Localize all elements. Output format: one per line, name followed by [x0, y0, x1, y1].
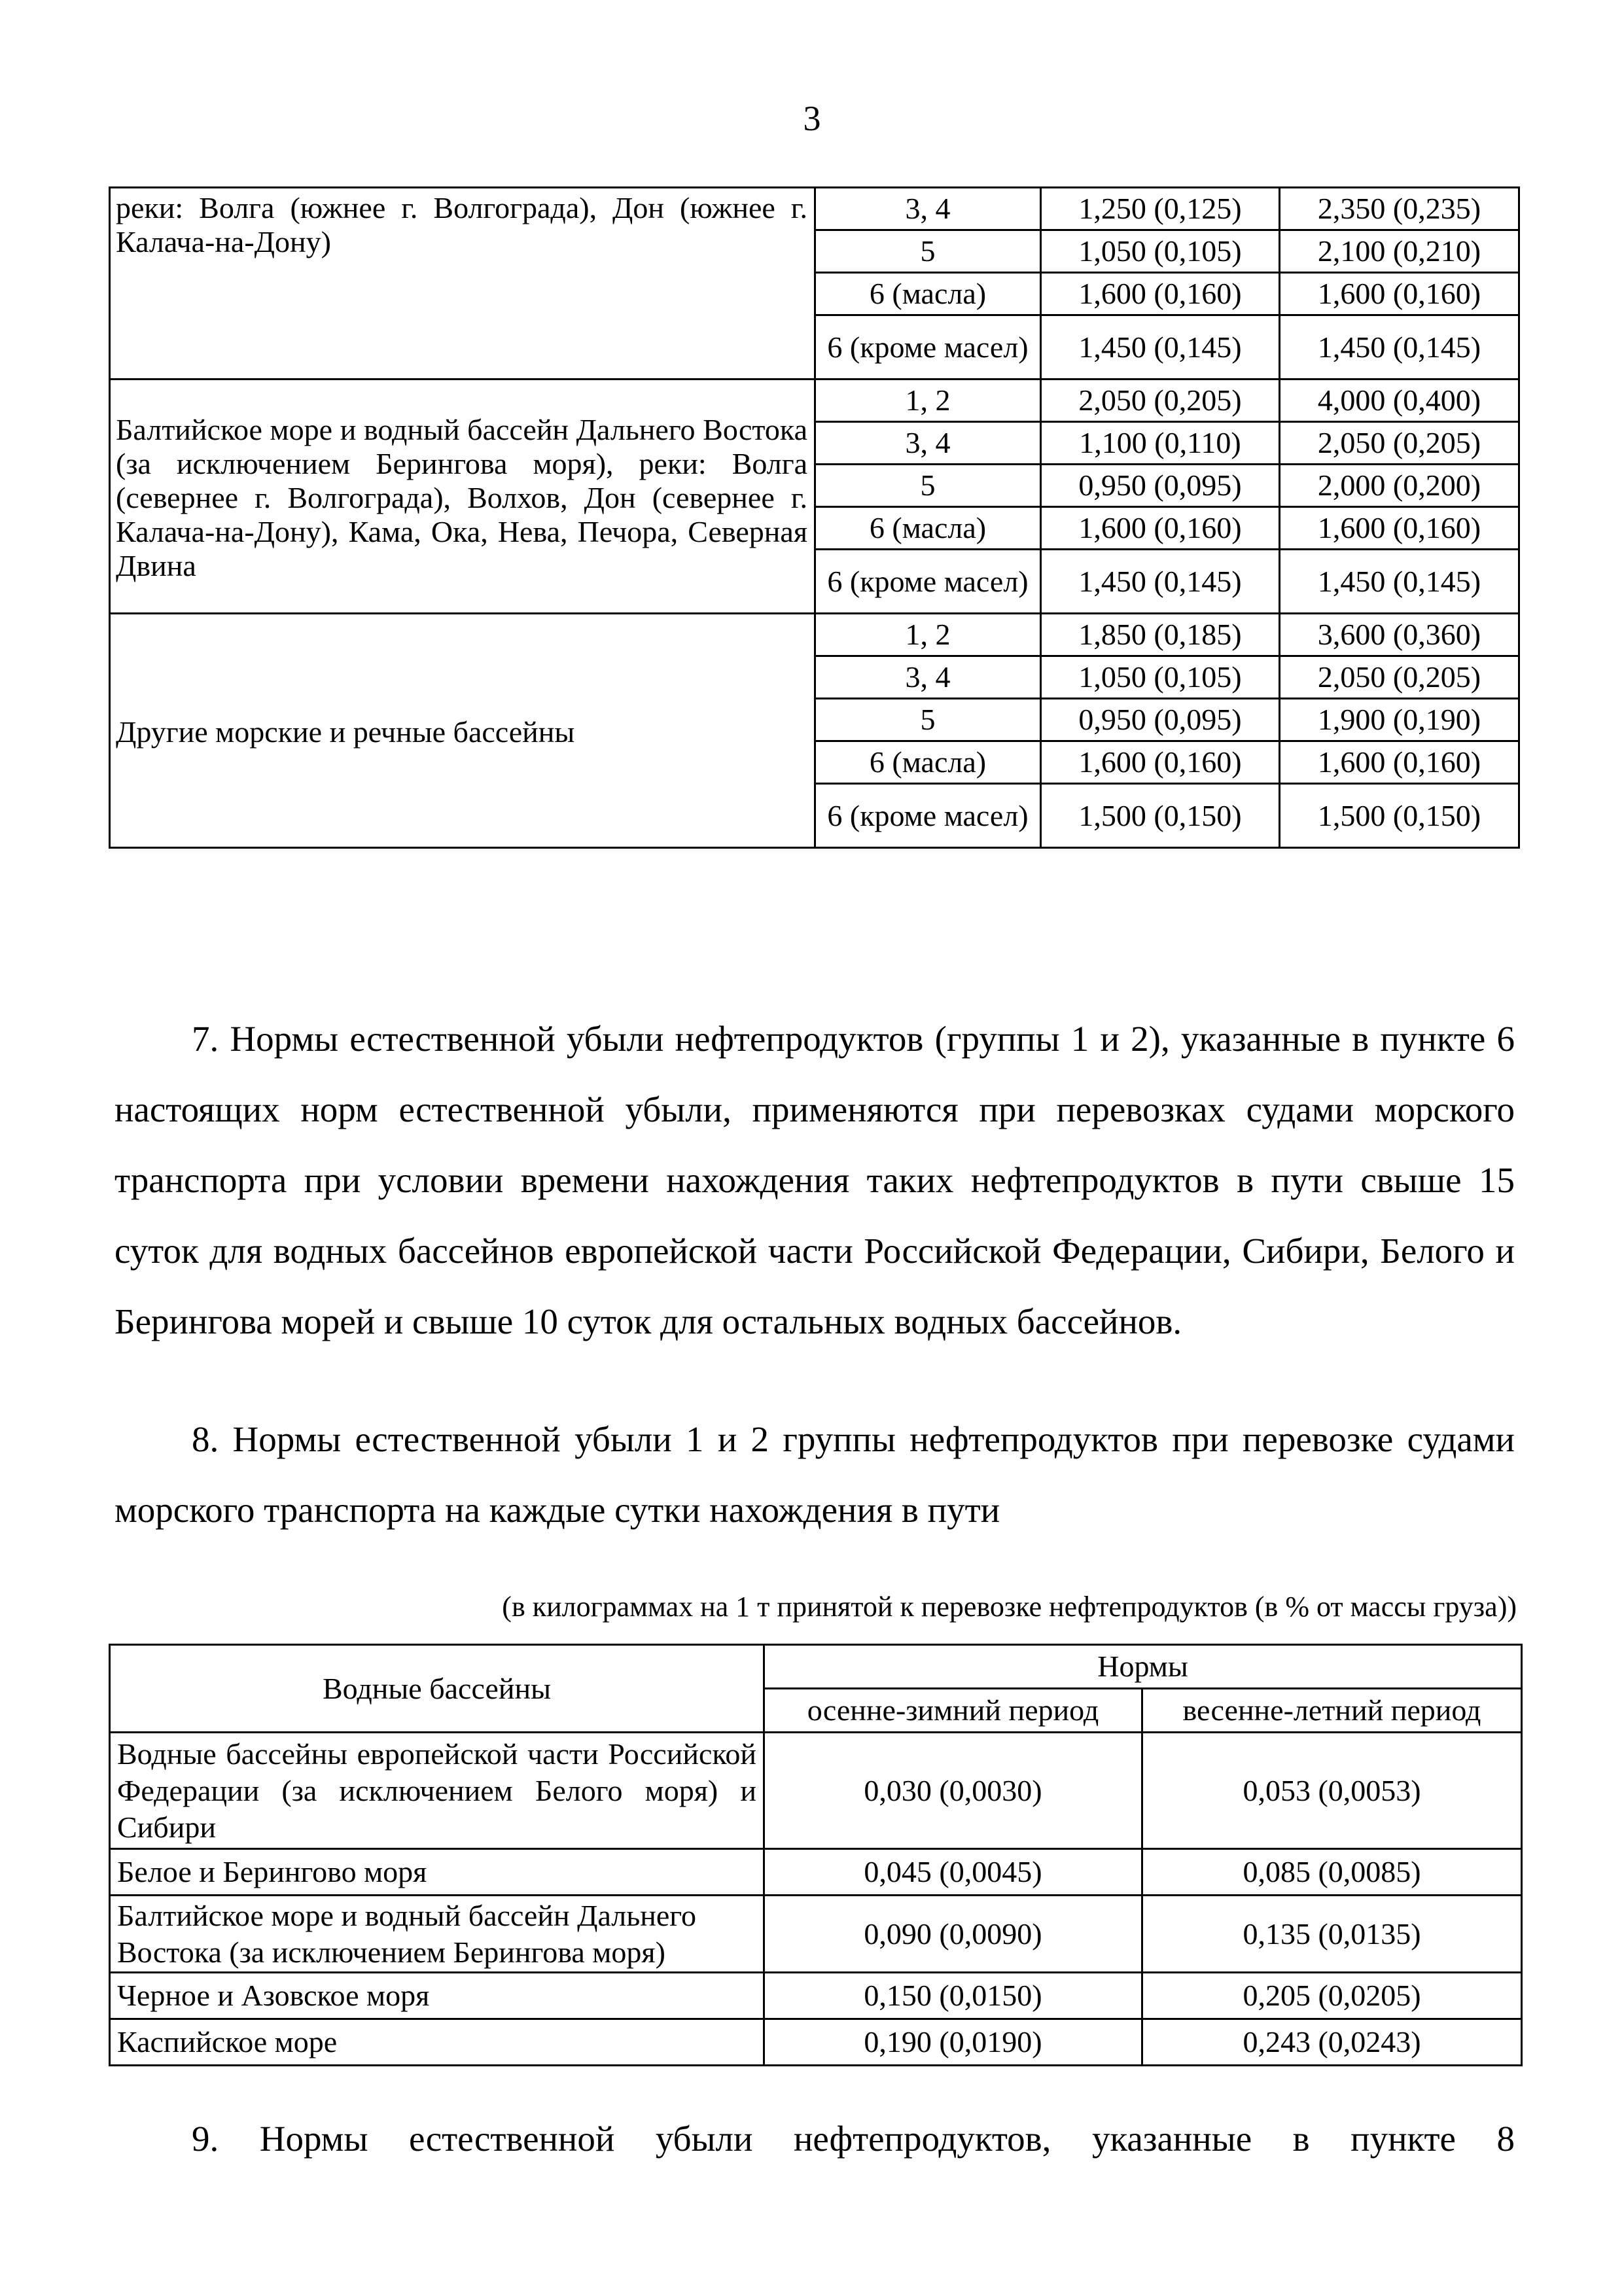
- paragraph-7: 7. Нормы естественной убыли нефтепродуктов (группы 1 и 2), указанные в пункте 6 настоящих норм естественной убыли, применяются при перевозках судами морского транспорта при условии времени нахождения таких нефтепродуктов в пути свыше 15 суток для водных бассейнов европейской части Российской Федерации, Сибири, Белого и Берингова морей и свыше 10 суток для остальных водных бассейнов.: [115, 1019, 1515, 1341]
- spring-summer-cell: 0,205 (0,0205): [1142, 1973, 1522, 2019]
- group-cell: 6 (масла): [815, 741, 1041, 784]
- autumn-winter-cell: 0,950 (0,095): [1041, 699, 1280, 741]
- group-cell: 6 (масла): [815, 273, 1041, 315]
- autumn-winter-cell: 1,600 (0,160): [1041, 741, 1280, 784]
- header-spring-summer: весенне-летний период: [1142, 1689, 1522, 1733]
- spring-summer-cell: 0,085 (0,0085): [1142, 1849, 1522, 1896]
- header-autumn-winter: осенне-зимний период: [764, 1689, 1142, 1733]
- basin-cell: Другие морские и речные бассейны: [110, 614, 815, 848]
- paragraph-8: 8. Нормы естественной убыли 1 и 2 группы нефтепродуктов при перевозке судами морского транспорта на каждые сутки нахождения в пути: [115, 1419, 1515, 1530]
- group-cell: 3, 4: [815, 422, 1041, 465]
- autumn-winter-cell: 1,600 (0,160): [1041, 273, 1280, 315]
- spring-summer-cell: 1,450 (0,145): [1280, 550, 1519, 614]
- group-cell: 5: [815, 230, 1041, 273]
- table-row: [110, 1733, 1522, 1849]
- table-row: [110, 188, 1519, 230]
- autumn-winter-cell: 0,045 (0,0045): [764, 1849, 1142, 1896]
- group-cell: 6 (кроме масел): [815, 784, 1041, 848]
- group-cell: 5: [815, 465, 1041, 507]
- basin-cell: Балтийское море и водный бассейн Дальнего Востока (за исключением Берингова моря): [110, 1896, 764, 1973]
- table-row: [110, 380, 1519, 422]
- autumn-winter-cell: 1,850 (0,185): [1041, 614, 1280, 656]
- spring-summer-cell: 0,135 (0,0135): [1142, 1896, 1522, 1973]
- autumn-winter-cell: 1,450 (0,145): [1041, 315, 1280, 380]
- autumn-winter-cell: 0,190 (0,0190): [764, 2019, 1142, 2066]
- autumn-winter-cell: 1,050 (0,105): [1041, 230, 1280, 273]
- table-header-row: [110, 1645, 1522, 1689]
- group-cell: 1, 2: [815, 380, 1041, 422]
- spring-summer-cell: 3,600 (0,360): [1280, 614, 1519, 656]
- spring-summer-cell: 1,600 (0,160): [1280, 507, 1519, 550]
- group-cell: 1, 2: [815, 614, 1041, 656]
- norms-table-continued: [109, 186, 1520, 849]
- table-row: [110, 2019, 1522, 2066]
- spring-summer-cell: 4,000 (0,400): [1280, 380, 1519, 422]
- table-row: [110, 1849, 1522, 1896]
- table-row: [110, 614, 1519, 656]
- spring-summer-cell: 2,050 (0,205): [1280, 656, 1519, 699]
- basin-cell: реки: Волга (южнее г. Волгограда), Дон (южнее г. Калача-на-Дону): [110, 188, 815, 380]
- group-cell: 6 (кроме масел): [815, 315, 1041, 380]
- autumn-winter-cell: 0,030 (0,0030): [764, 1733, 1142, 1849]
- spring-summer-cell: 0,243 (0,0243): [1142, 2019, 1522, 2066]
- spring-summer-cell: 2,350 (0,235): [1280, 188, 1519, 230]
- table-row: [110, 1896, 1522, 1973]
- autumn-winter-cell: 2,050 (0,205): [1041, 380, 1280, 422]
- header-basins: Водные бассейны: [110, 1645, 764, 1733]
- autumn-winter-cell: 0,950 (0,095): [1041, 465, 1280, 507]
- spring-summer-cell: 2,050 (0,205): [1280, 422, 1519, 465]
- spring-summer-cell: 2,100 (0,210): [1280, 230, 1519, 273]
- spring-summer-cell: 1,450 (0,145): [1280, 315, 1519, 380]
- page-number: 3: [803, 99, 821, 138]
- spring-summer-cell: 1,900 (0,190): [1280, 699, 1519, 741]
- basin-cell: Белое и Берингово моря: [110, 1849, 764, 1896]
- group-cell: 3, 4: [815, 188, 1041, 230]
- basin-cell: Балтийское море и водный бассейн Дальнего Востока (за исключением Берингова моря), реки: Волга (севернее г. Волгограда), Волхов, Дон (севернее г. Калача-на-Дону), Кама, Ока, Нева, Печора, Северная Двина: [110, 380, 815, 614]
- autumn-winter-cell: 1,500 (0,150): [1041, 784, 1280, 848]
- autumn-winter-cell: 1,050 (0,105): [1041, 656, 1280, 699]
- autumn-winter-cell: 1,250 (0,125): [1041, 188, 1280, 230]
- header-norms: Нормы: [764, 1645, 1522, 1689]
- spring-summer-cell: 1,500 (0,150): [1280, 784, 1519, 848]
- autumn-winter-cell: 0,090 (0,0090): [764, 1896, 1142, 1973]
- spring-summer-cell: 1,600 (0,160): [1280, 273, 1519, 315]
- group-cell: 6 (масла): [815, 507, 1041, 550]
- autumn-winter-cell: 0,150 (0,0150): [764, 1973, 1142, 2019]
- basin-cell: Каспийское море: [110, 2019, 764, 2066]
- spring-summer-cell: 2,000 (0,200): [1280, 465, 1519, 507]
- table-row: [110, 1973, 1522, 2019]
- autumn-winter-cell: 1,450 (0,145): [1041, 550, 1280, 614]
- basin-cell: Водные бассейны европейской части Российской Федерации (за исключением Белого моря) и Сибири: [110, 1733, 764, 1849]
- paragraph-9: 9. Нормы естественной убыли нефтепродуктов, указанные в пункте 8: [192, 2119, 1515, 2159]
- group-cell: 5: [815, 699, 1041, 741]
- spring-summer-cell: 0,053 (0,0053): [1142, 1733, 1522, 1849]
- spring-summer-cell: 1,600 (0,160): [1280, 741, 1519, 784]
- units-note: (в килограммах на 1 т принятой к перевозке нефтепродуктов (в % от массы груза)): [502, 1591, 1517, 1623]
- group-cell: 6 (кроме масел): [815, 550, 1041, 614]
- basin-cell: Черное и Азовское моря: [110, 1973, 764, 2019]
- autumn-winter-cell: 1,600 (0,160): [1041, 507, 1280, 550]
- group-cell: 3, 4: [815, 656, 1041, 699]
- autumn-winter-cell: 1,100 (0,110): [1041, 422, 1280, 465]
- daily-norms-table: [109, 1644, 1523, 2066]
